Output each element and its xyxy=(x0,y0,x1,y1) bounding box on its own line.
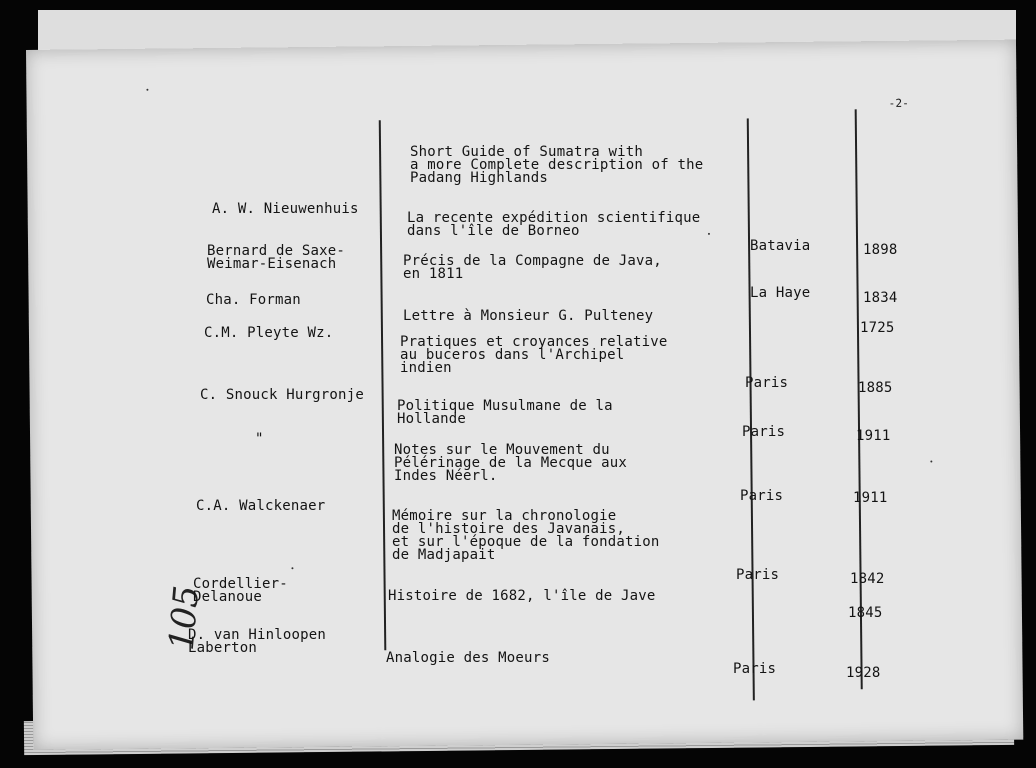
year-cell: 1898 xyxy=(863,242,898,258)
title-cell: Précis de la Compagne de Java, en 1811 xyxy=(403,253,662,282)
year-cell: 1928 xyxy=(846,665,881,681)
author-cell: " xyxy=(255,431,264,447)
author-cell: C.M. Pleyte Wz. xyxy=(204,325,334,341)
place-cell: La Haye xyxy=(750,285,811,301)
author-cell: Cordellier- Delanoue xyxy=(193,576,288,605)
year-cell: 1845 xyxy=(848,605,883,621)
author-cell: A. W. Nieuwenhuis xyxy=(212,201,359,217)
place-cell: Batavia xyxy=(750,238,811,254)
place-cell: Paris xyxy=(733,661,777,677)
place-cell: Paris xyxy=(742,424,786,440)
column-rule-author-title xyxy=(379,120,387,650)
column-rule-title-place xyxy=(747,118,755,700)
author-cell: Cha. Forman xyxy=(206,292,301,308)
author-cell: C.A. Walckenaer xyxy=(196,498,326,514)
title-cell: Lettre à Monsieur G. Pulteney xyxy=(403,308,654,324)
year-cell: 1885 xyxy=(858,380,893,396)
title-cell: La recente expédition scientifique dans l'île de Borneo xyxy=(407,210,701,239)
title-cell: Short Guide of Sumatra with a more Complete description of the Padang Highlands xyxy=(410,144,704,186)
title-cell: Histoire de 1682, l'île de Jave xyxy=(388,588,656,604)
author-cell: Bernard de Saxe- Weimar-Eisenach xyxy=(207,243,346,272)
year-cell: 1834 xyxy=(863,290,898,306)
page-top-mark: -2- xyxy=(888,96,910,110)
scan-speck xyxy=(930,461,932,463)
handwritten-page-number: 105 xyxy=(161,583,208,653)
year-cell: 1911 xyxy=(853,490,888,506)
year-cell: 1911 xyxy=(856,428,891,444)
scan-speck xyxy=(146,89,148,91)
place-cell: Paris xyxy=(745,375,789,391)
place-cell: Paris xyxy=(736,567,780,583)
place-cell: Paris xyxy=(740,488,784,504)
title-cell: Mémoire sur la chronologie de l'histoire des Javanais, et sur l'époque de la fondation de Madjapait xyxy=(392,508,660,563)
year-cell: 1842 xyxy=(850,571,885,587)
author-cell: D. van Hinloopen Laberton xyxy=(188,627,327,656)
title-cell: Politique Musulmane de la Hollande xyxy=(397,398,613,427)
author-cell: C. Snouck Hurgronje xyxy=(200,387,364,403)
column-rule-place-year xyxy=(855,109,863,689)
title-cell: Analogie des Moeurs xyxy=(386,650,550,666)
scan-speck xyxy=(708,233,710,235)
title-cell: Pratiques et croyances relative au buceros dans l'Archipel indien xyxy=(400,334,668,376)
title-cell: Notes sur le Mouvement du Pélérinage de la Mecque aux Indes Néerl. xyxy=(394,442,627,484)
year-cell: 1725 xyxy=(860,320,895,336)
scan-speck xyxy=(291,567,293,569)
